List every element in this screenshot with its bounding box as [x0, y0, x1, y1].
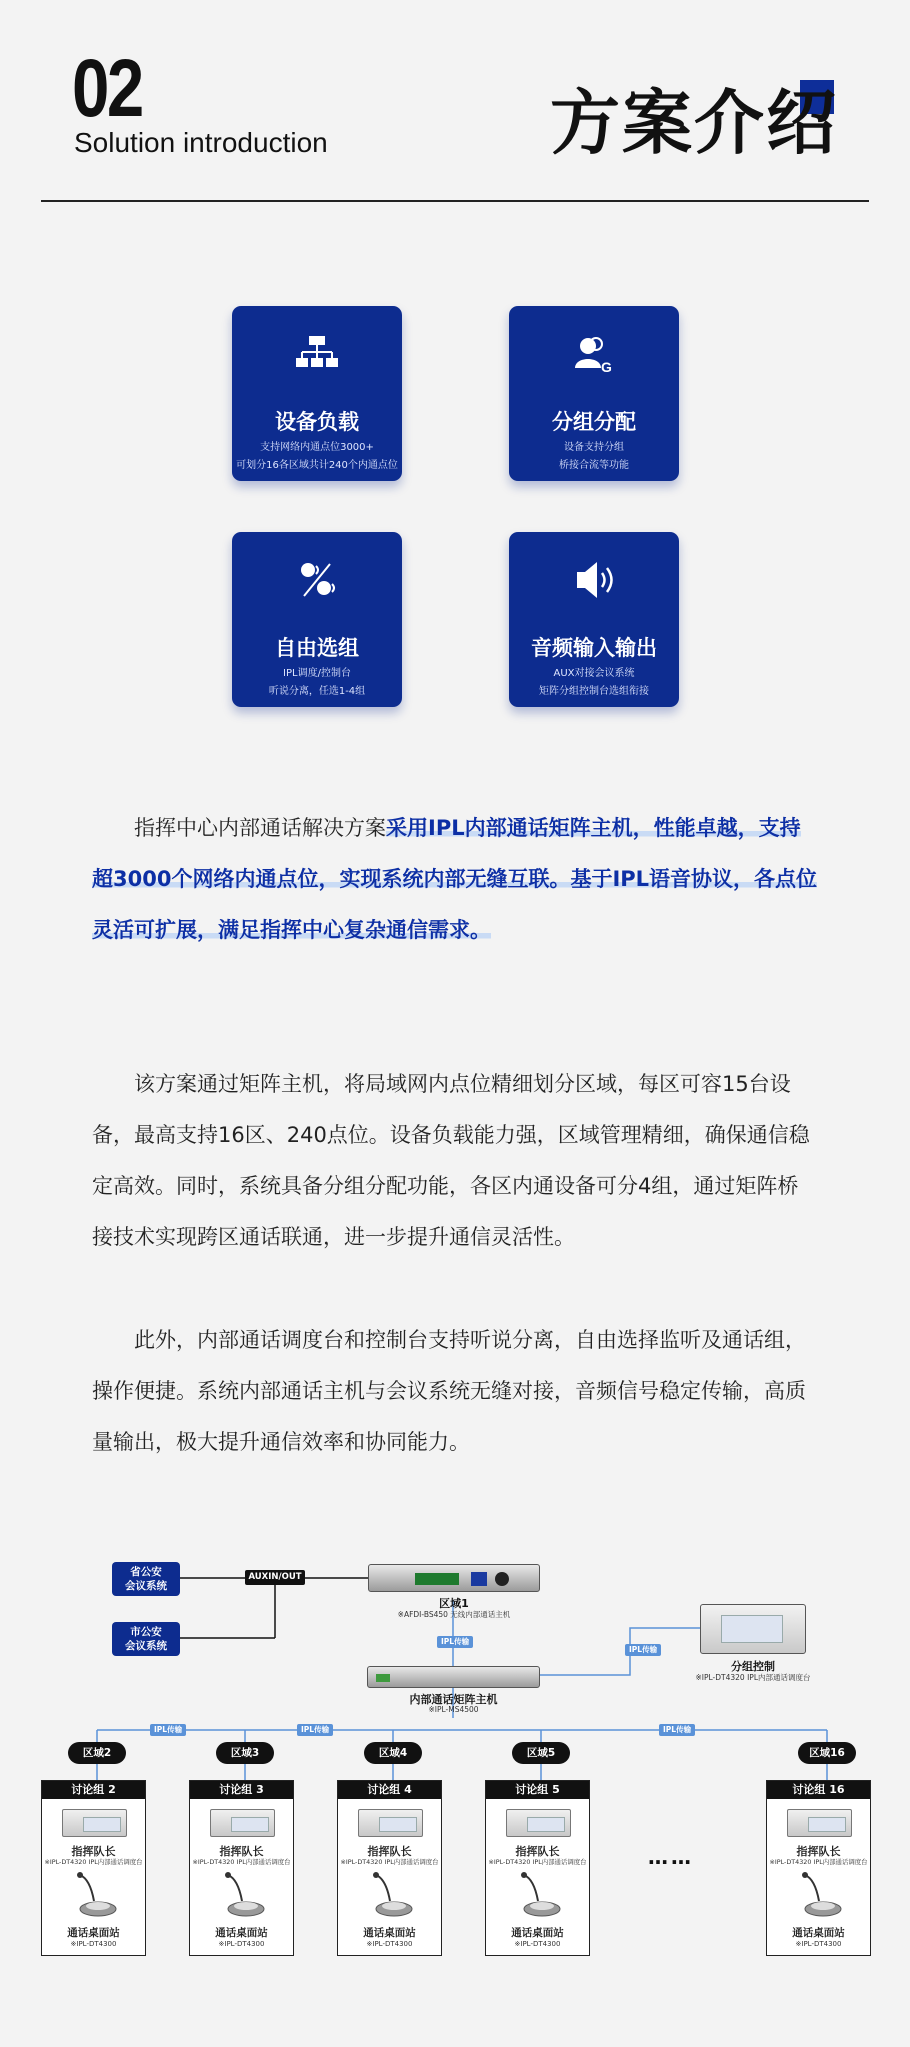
dispatch-console-device [358, 1809, 423, 1837]
network-hierarchy-icon [232, 332, 402, 376]
group-header: 讨论组 3 [190, 1781, 293, 1799]
microphone-icon [514, 1871, 564, 1919]
zone-pill: 区域16 [798, 1742, 856, 1764]
feature-title: 分组分配 [552, 410, 636, 434]
leader-model: ※IPL-DT4320 IPL内部通话调度台 [44, 1858, 143, 1866]
leader-model: ※IPL-DT4320 IPL内部通话调度台 [340, 1858, 439, 1866]
ipl-transfer-tag: IPL传输 [437, 1636, 473, 1648]
zone-pill: 区域2 [68, 1742, 126, 1764]
matrix-model: ※IPL-MS4500 [428, 1705, 479, 1714]
feature-desc-1: AUX对接会议系统 [553, 668, 635, 679]
device-knob [495, 1572, 509, 1586]
provincial-conference-tag [112, 1562, 180, 1596]
svg-text:G: G [601, 359, 612, 375]
feature-card-free-select [232, 532, 402, 707]
section-number: 02 [72, 43, 142, 134]
dispatch-console-device [62, 1809, 127, 1837]
microphone-icon [795, 1871, 845, 1919]
group-control-title: 分组控制 [731, 1660, 775, 1673]
microphone-icon [218, 1871, 268, 1919]
zone-pill: 区域4 [364, 1742, 422, 1764]
dispatch-console-device [787, 1809, 852, 1837]
group-control-device [700, 1604, 806, 1654]
zone1-title: 区域1 [439, 1597, 469, 1610]
feature-desc-2: 桥接合流等功能 [559, 460, 629, 471]
group-header: 讨论组 2 [42, 1781, 145, 1799]
station-model: ※IPL-DT4300 [218, 1940, 265, 1948]
header-divider [41, 200, 869, 202]
device-screen [721, 1615, 783, 1643]
feature-desc-1: IPL调度/控制台 [283, 668, 351, 679]
microphone-icon [70, 1871, 120, 1919]
matrix-title: 内部通话矩阵主机 [409, 1693, 498, 1706]
detail-paragraph-2: 此外，内部通话调度台和控制台支持听说分离，自由选择监听及通话组，操作便捷。系统内部通话主机与会议系统无缝对接，音频信号稳定传输，高质量输出，极大提升通信效率和协同能力。 [92, 1328, 806, 1454]
feature-desc-2: 可划分16各区域共计240个内通点位 [236, 460, 398, 471]
section-subtitle: Solution introduction [74, 127, 328, 158]
ipl-transfer-tag: IPL传输 [297, 1724, 333, 1736]
discussion-group-card [337, 1780, 442, 1956]
speaker-icon [509, 558, 679, 602]
ipl-transfer-tag: IPL传输 [659, 1724, 695, 1736]
station-label: 通话桌面站 [215, 1927, 268, 1939]
zone1-model: ※AFDI-BS450 无线内部通话主机 [397, 1610, 511, 1619]
feature-desc-1: 设备支持分组 [564, 442, 624, 453]
station-label: 通话桌面站 [363, 1927, 416, 1939]
intro-paragraph [92, 803, 818, 956]
zone-pill: 区域5 [512, 1742, 570, 1764]
device-indicator [376, 1674, 390, 1682]
feature-desc-1: 支持网络内通点位3000+ [260, 442, 374, 453]
station-model: ※IPL-DT4300 [514, 1940, 561, 1948]
group-header: 讨论组 16 [767, 1781, 870, 1799]
user-group-icon [509, 332, 679, 376]
provincial-conference-label: 省公安 会议系统 [125, 1566, 167, 1592]
station-label: 通话桌面站 [511, 1927, 564, 1939]
feature-card-device-load [232, 306, 402, 481]
ipl-transfer-tag: IPL传输 [625, 1644, 661, 1656]
zone-pill: 区域3 [216, 1742, 274, 1764]
system-diagram [0, 1540, 910, 1960]
station-model: ※IPL-DT4300 [70, 1940, 117, 1948]
ipl-transfer-tag: IPL传输 [150, 1724, 186, 1736]
feature-title: 自由选组 [275, 636, 359, 660]
feature-title: 音频输入输出 [531, 636, 657, 660]
discussion-group-card [189, 1780, 294, 1956]
group-control-model: ※IPL-DT4320 IPL内部通话调度台 [695, 1673, 811, 1682]
dispatch-console-device [506, 1809, 571, 1837]
device-display [415, 1573, 459, 1585]
station-model: ※IPL-DT4300 [366, 1940, 413, 1948]
detail-paragraph-1: 该方案通过矩阵主机，将局域网内点位精细划分区域，每区可容15台设备，最高支持16区、240点位。设备负载能力强，区域管理精细，确保通信稳定高效。同时，系统具备分组分配功能，各区内通设备可分4组，通过矩阵桥接技术实现跨区通话联通，进一步提升通信灵活性。 [92, 1072, 810, 1249]
station-label: 通话桌面站 [67, 1927, 120, 1939]
leader-label: 指挥队长 [515, 1845, 560, 1858]
station-model: ※IPL-DT4300 [795, 1940, 842, 1948]
discussion-group-card [485, 1780, 590, 1956]
leader-label: 指挥队长 [71, 1845, 116, 1858]
group-header: 讨论组 5 [486, 1781, 589, 1799]
intro-normal-text: 指挥中心内部通话解决方案 [134, 816, 386, 840]
feature-desc-2: 听说分离，任选1-4组 [268, 686, 366, 697]
feature-desc-2: 矩阵分组控制台选组衔接 [539, 686, 649, 697]
more-groups-ellipsis: …… [648, 1845, 694, 1869]
leader-label: 指挥队长 [796, 1845, 841, 1858]
feature-card-audio-io [509, 532, 679, 707]
feature-card-group-assign [509, 306, 679, 481]
aux-inout-tag: AUXIN/OUT [245, 1570, 305, 1585]
dispatch-console-device [210, 1809, 275, 1837]
page-title: 方案介绍 [550, 82, 838, 164]
leader-label: 指挥队长 [219, 1845, 264, 1858]
discussion-group-card [766, 1780, 871, 1956]
group-header: 讨论组 4 [338, 1781, 441, 1799]
leader-model: ※IPL-DT4320 IPL内部通话调度台 [192, 1858, 291, 1866]
station-label: 通话桌面站 [792, 1927, 845, 1939]
matrix-host-device [367, 1666, 540, 1688]
leader-model: ※IPL-DT4320 IPL内部通话调度台 [769, 1858, 868, 1866]
city-conference-label: 市公安 会议系统 [125, 1626, 167, 1652]
leader-model: ※IPL-DT4320 IPL内部通话调度台 [488, 1858, 587, 1866]
device-panel [471, 1572, 487, 1586]
feature-title: 设备负载 [275, 410, 359, 434]
city-conference-tag [112, 1622, 180, 1656]
leader-label: 指挥队长 [367, 1845, 412, 1858]
zone1-host-device [368, 1564, 540, 1592]
speak-listen-icon [232, 558, 402, 602]
discussion-group-card [41, 1780, 146, 1956]
intro-highlight-text: 采用IPL内部通话矩阵主机，性能卓越，支持超3000个网络内通点位，实现系统内部无缝互联。基于IPL语音协议，各点位灵活可扩展，满足指挥中心复杂通信需求。 [92, 816, 818, 942]
microphone-icon [366, 1871, 416, 1919]
